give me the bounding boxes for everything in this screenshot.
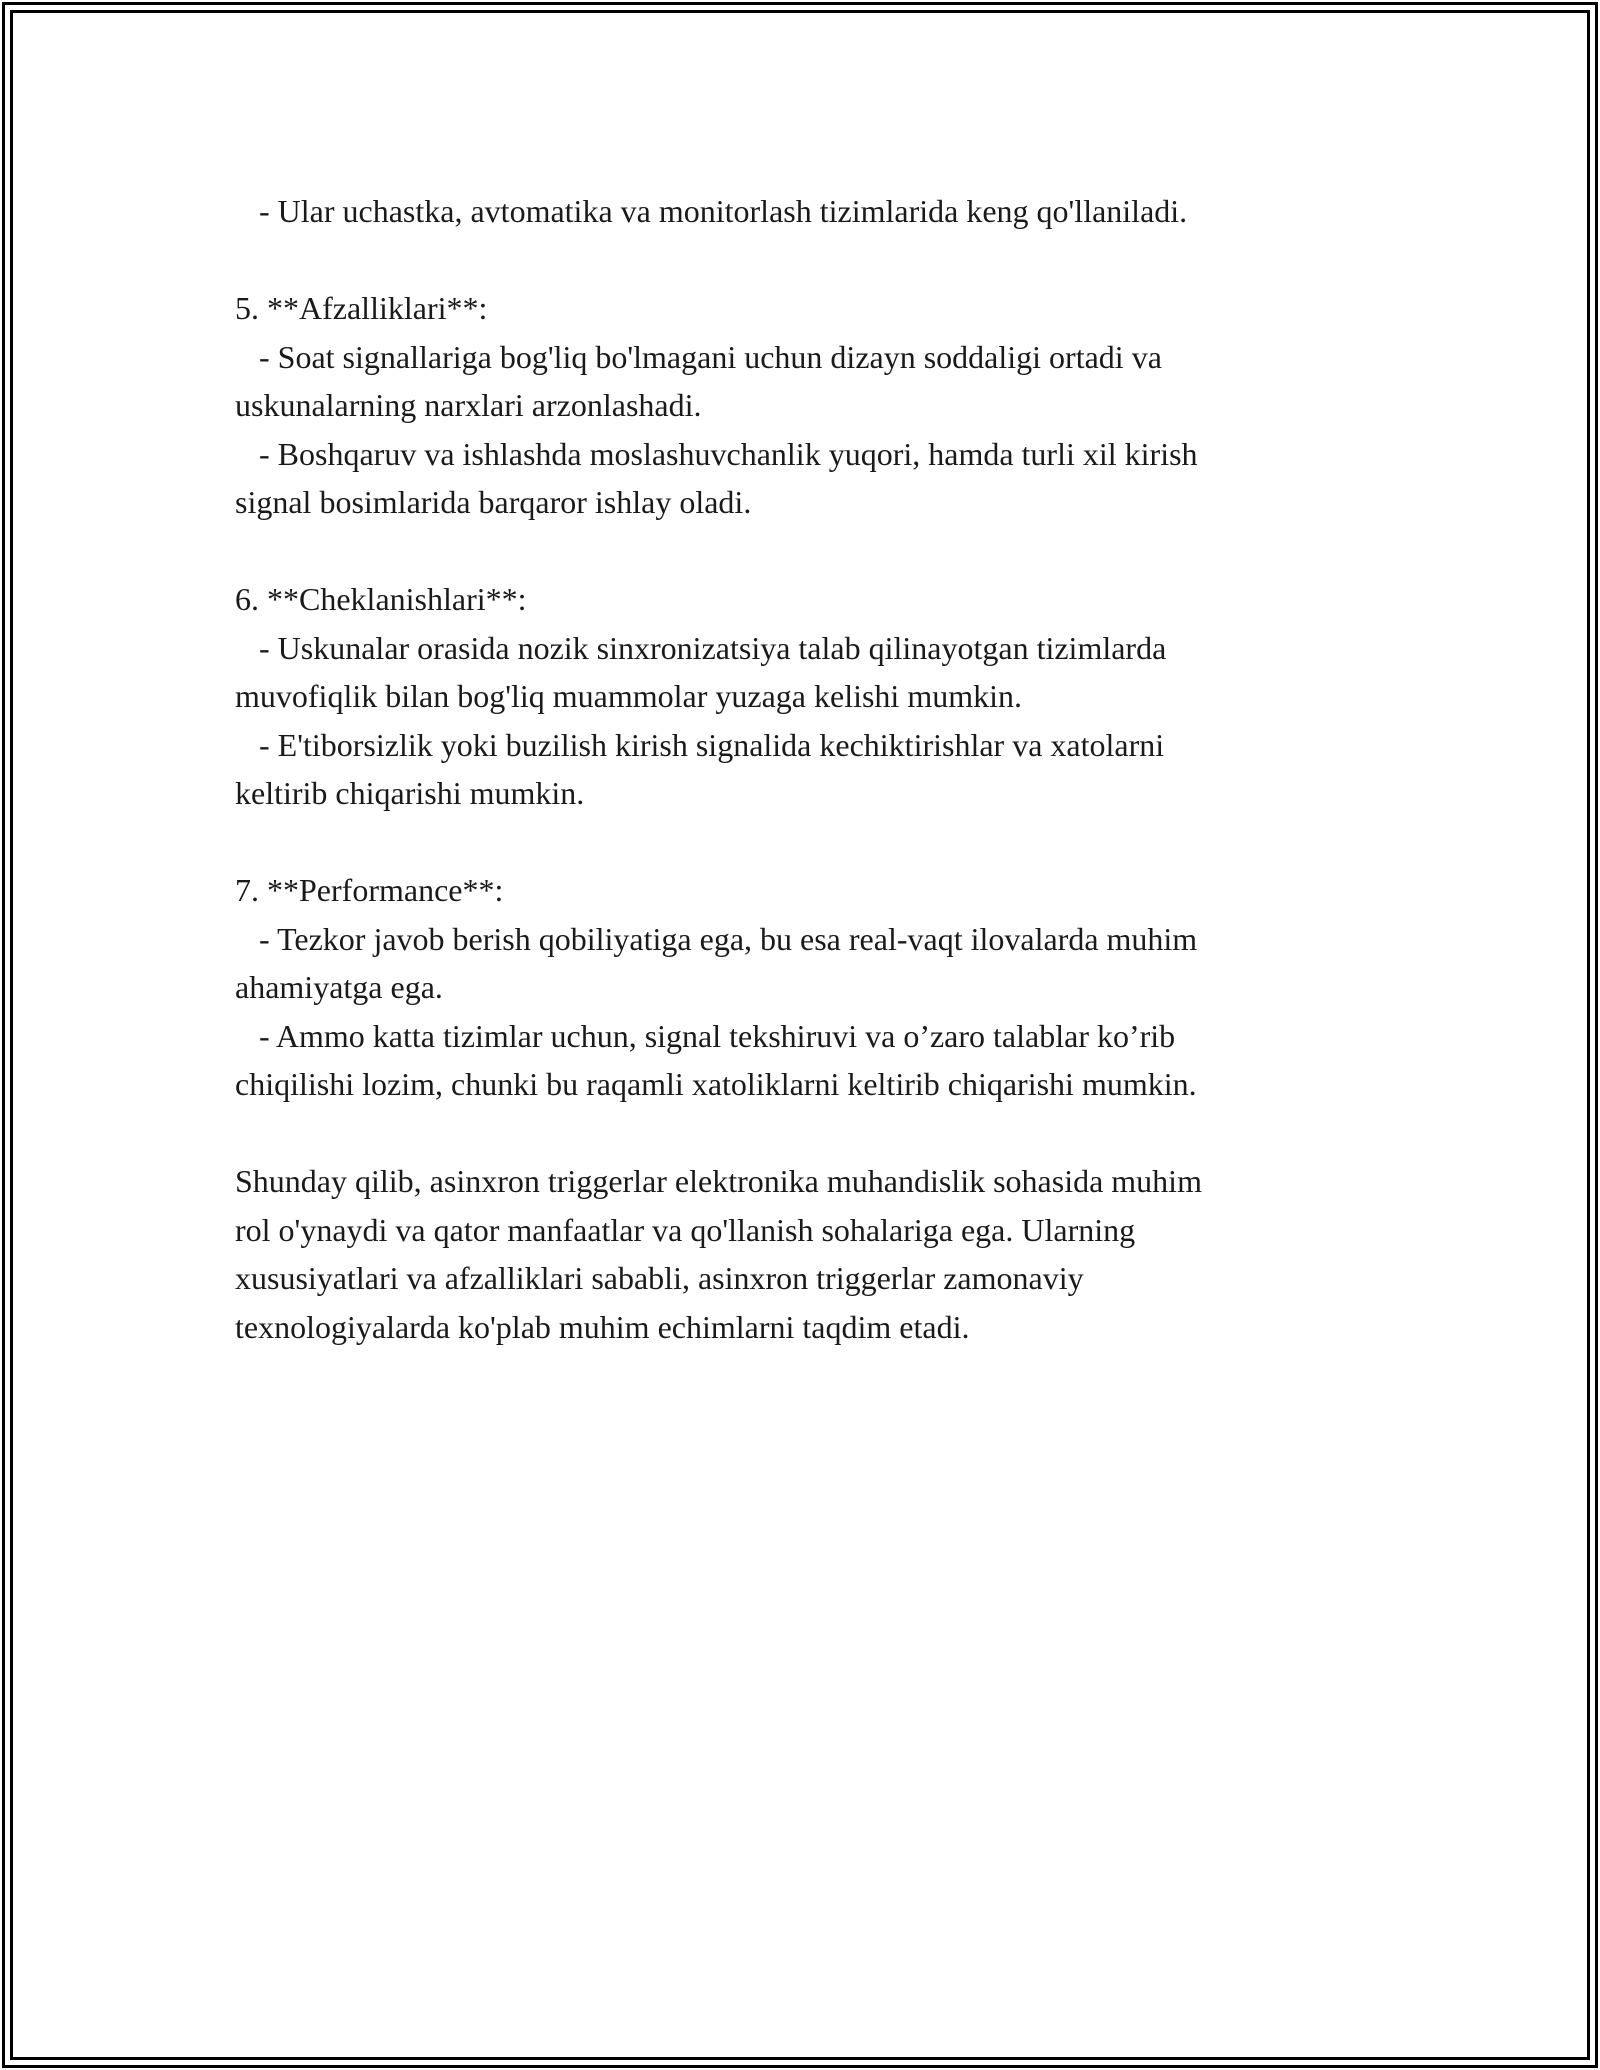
text-line: muvofiqlik bilan bog'liq muammolar yuzaga kelishi mumkin. xyxy=(235,678,1022,714)
text-line: chiqilishi lozim, chunki bu raqamli xatoliklarni keltirib chiqarishi mumkin. xyxy=(235,1066,1197,1102)
conclusion-line: xususiyatlari va afzalliklari sababli, asinxron triggerlar zamonaviy xyxy=(235,1260,1084,1296)
blank-line xyxy=(235,236,1365,285)
conclusion-line: texnologiyalarda ko'plab muhim echimlarni taqdim etadi. xyxy=(235,1308,970,1345)
text-line: uskunalarning narxlari arzonlashadi. xyxy=(235,387,702,423)
text-line: ahamiyatga ega. xyxy=(235,969,443,1005)
section-heading: 7. **Performance**: xyxy=(235,872,504,908)
text-line: - Uskunalar orasida nozik sinxronizatsiya talab qilinayotgan tizimlarda xyxy=(235,629,1167,666)
conclusion-line: rol o'ynaydi va qator manfaatlar va qo'llanish sohalariga ega. Ularning xyxy=(235,1211,1136,1248)
text-line: keltirib chiqarishi mumkin. xyxy=(235,775,585,811)
blank-line xyxy=(235,818,1365,867)
blank-line xyxy=(235,1109,1365,1158)
section-heading: 5. **Afzalliklari**: xyxy=(235,290,488,326)
text-line: - E'tiborsizlik yoki buzilish kirish signalida kechiktirishlar va xatolarni xyxy=(235,726,1165,763)
text-line: - Soat signallariga bog'liq bo'lmagani uchun dizayn soddaligi ortadi va xyxy=(235,338,1162,375)
text-line: - Ammo katta tizimlar uchun, signal tekshiruvi va o’zaro talablar ko’rib xyxy=(235,1017,1176,1054)
document-body xyxy=(235,187,1365,1351)
blank-line xyxy=(235,527,1365,576)
text-line: - Tezkor javob berish qobiliyatiga ega, bu esa real-vaqt ilovalarda muhim xyxy=(235,920,1198,957)
section-heading: 6. **Cheklanishlari**: xyxy=(235,581,527,617)
text-line: - Boshqaruv va ishlashda moslashuvchanlik yuqori, hamda turli xil kirish xyxy=(235,435,1198,472)
conclusion-line: Shunday qilib, asinxron triggerlar elektronika muhandislik sohasida muhim xyxy=(235,1163,1202,1199)
text-line: signal bosimlarida barqaror ishlay oladi. xyxy=(235,484,752,520)
text-line: - Ular uchastka, avtomatika va monitorlash tizimlarida keng qo'llaniladi. xyxy=(235,193,1188,229)
